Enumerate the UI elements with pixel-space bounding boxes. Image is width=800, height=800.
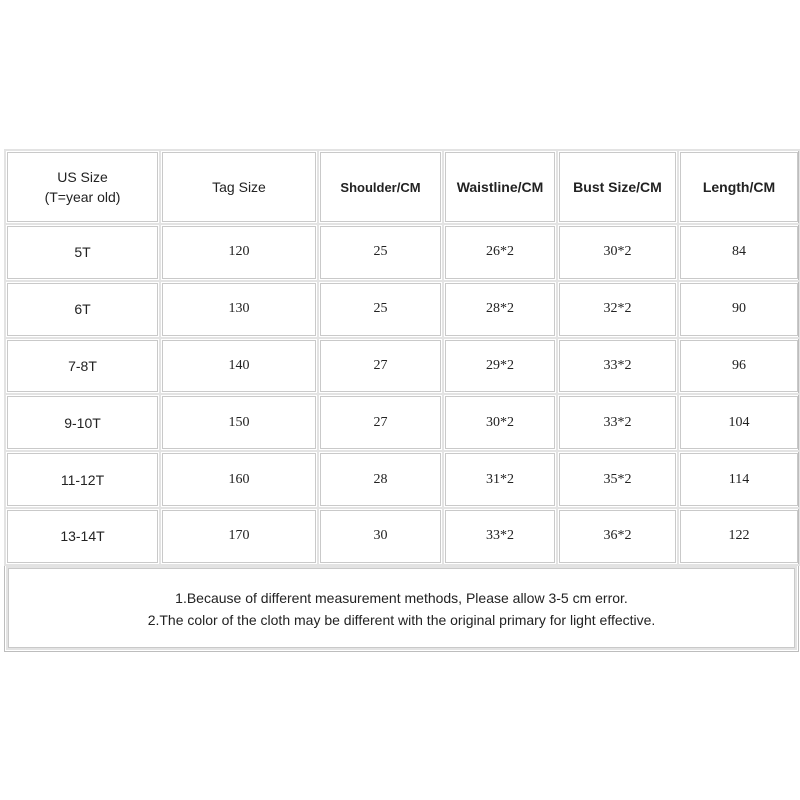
cell-us-size: 5T [5,224,160,281]
cell-length: 114 [678,451,800,508]
cell-tag-size: 120 [160,224,318,281]
size-chart-table [4,149,800,566]
cell-us-size: 11-12T [5,451,160,508]
cell-length: 104 [678,394,800,451]
cell-bust: 33*2 [557,338,678,395]
cell-tag-size: 170 [160,508,318,565]
cell-length: 96 [678,338,800,395]
notes-box [6,566,797,650]
cell-tag-size: 140 [160,338,318,395]
cell-bust: 36*2 [557,508,678,565]
cell-tag-size: 160 [160,451,318,508]
cell-waistline: 33*2 [443,508,557,565]
cell-shoulder: 25 [318,281,443,338]
table-row [5,394,800,451]
table-row [5,281,800,338]
header-bust-size: Bust Size/CM [557,150,678,224]
cell-bust: 30*2 [557,224,678,281]
cell-length: 90 [678,281,800,338]
table-row [5,338,800,395]
header-row [5,150,800,224]
cell-us-size: 9-10T [5,394,160,451]
header-tag-size: Tag Size [160,150,318,224]
cell-waistline: 29*2 [443,338,557,395]
cell-tag-size: 150 [160,394,318,451]
header-length: Length/CM [678,150,800,224]
header-us-size-line2: (T=year old) [44,189,121,205]
cell-length: 84 [678,224,800,281]
cell-bust: 32*2 [557,281,678,338]
cell-us-size: 6T [5,281,160,338]
cell-waistline: 31*2 [443,451,557,508]
cell-shoulder: 25 [318,224,443,281]
note-line-2: 2.The color of the cloth may be different with the original primary for light effective. [147,612,656,628]
cell-tag-size: 130 [160,281,318,338]
header-shoulder: Shoulder/CM [318,150,443,224]
cell-bust: 35*2 [557,451,678,508]
cell-waistline: 30*2 [443,394,557,451]
cell-waistline: 28*2 [443,281,557,338]
table-row [5,508,800,565]
header-us-size [5,150,160,224]
header-us-size-line1: US Size [57,169,108,185]
cell-us-size: 7-8T [5,338,160,395]
cell-length: 122 [678,508,800,565]
table-row [5,224,800,281]
cell-us-size: 13-14T [5,508,160,565]
cell-bust: 33*2 [557,394,678,451]
cell-shoulder: 27 [318,338,443,395]
table-row [5,451,800,508]
cell-waistline: 26*2 [443,224,557,281]
cell-shoulder: 27 [318,394,443,451]
cell-shoulder: 30 [318,508,443,565]
cell-shoulder: 28 [318,451,443,508]
note-line-1: 1.Because of different measurement methods, Please allow 3-5 cm error. [175,590,628,606]
header-waistline: Waistline/CM [443,150,557,224]
